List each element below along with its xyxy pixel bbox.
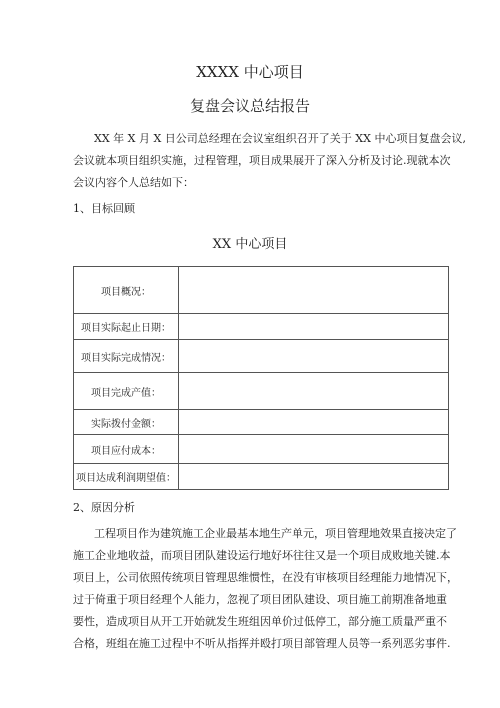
section-heading-analysis: 2、原因分析	[73, 501, 135, 514]
table-row	[74, 340, 449, 373]
section-heading-goals: 1、目标回顾	[73, 202, 135, 215]
analysis-line: 合格，班组在施工过程中不听从指挥并殴打项目部管理人员等一系列恶劣事件.	[73, 637, 451, 650]
row-label: 项目完成产值：	[74, 373, 179, 410]
row-label: 项目概况：	[74, 267, 179, 314]
table-row	[74, 464, 449, 490]
intro-line: 会议就本项目组织实施，过程管理，项目成果展开了深入分析及讨论.现就本次	[73, 154, 451, 167]
document-title: XXXX 中心项目	[196, 63, 304, 81]
intro-line: XX 年 X 月 X 日公司总经理在会议室组织召开了关于 XX 中心项目复盘会议,	[94, 132, 466, 145]
table-title: XX 中心项目	[212, 237, 288, 252]
table-row	[74, 373, 449, 410]
analysis-paragraph	[73, 523, 458, 655]
table-row	[74, 267, 449, 314]
row-label: 项目应付成本：	[74, 435, 179, 464]
row-value	[179, 435, 449, 464]
table-row	[74, 435, 449, 464]
row-value	[179, 410, 449, 435]
row-label: 项目实际起止日期：	[74, 314, 179, 340]
intro-paragraph	[73, 128, 466, 194]
analysis-line: 施工企业地收益，而项目团队建设运行地好坏往往又是一个项目成败地关键.本	[73, 549, 451, 562]
row-value	[179, 314, 449, 340]
document-subtitle: 复盘会议总结报告	[189, 97, 310, 115]
project-summary-table	[73, 266, 449, 490]
row-value	[179, 373, 449, 410]
intro-line: 会议内容个人总结如下：	[73, 176, 194, 189]
row-label: 项目达成利润期望值：	[74, 464, 179, 490]
analysis-line: 过于倚重于项目经理个人能力，忽视了项目团队建设、项目施工前期准备地重	[73, 593, 447, 606]
analysis-line: 要性，造成项目从开工开始就发生班组因单价过低停工，部分施工质量严重不	[73, 615, 447, 628]
analysis-line: 项目上，公司依照传统项目管理思维惯性，在没有审核项目经理能力地情况下，	[73, 571, 458, 584]
table-row	[74, 410, 449, 435]
row-label: 项目实际完成情况：	[74, 340, 179, 373]
analysis-line: 工程项目作为建筑施工企业最基本地生产单元，项目管理地效果直接决定了	[94, 527, 457, 540]
row-value	[179, 464, 449, 490]
table-row	[74, 314, 449, 340]
row-label: 实际拨付金额：	[74, 410, 179, 435]
row-value	[179, 267, 449, 314]
row-value	[179, 340, 449, 373]
